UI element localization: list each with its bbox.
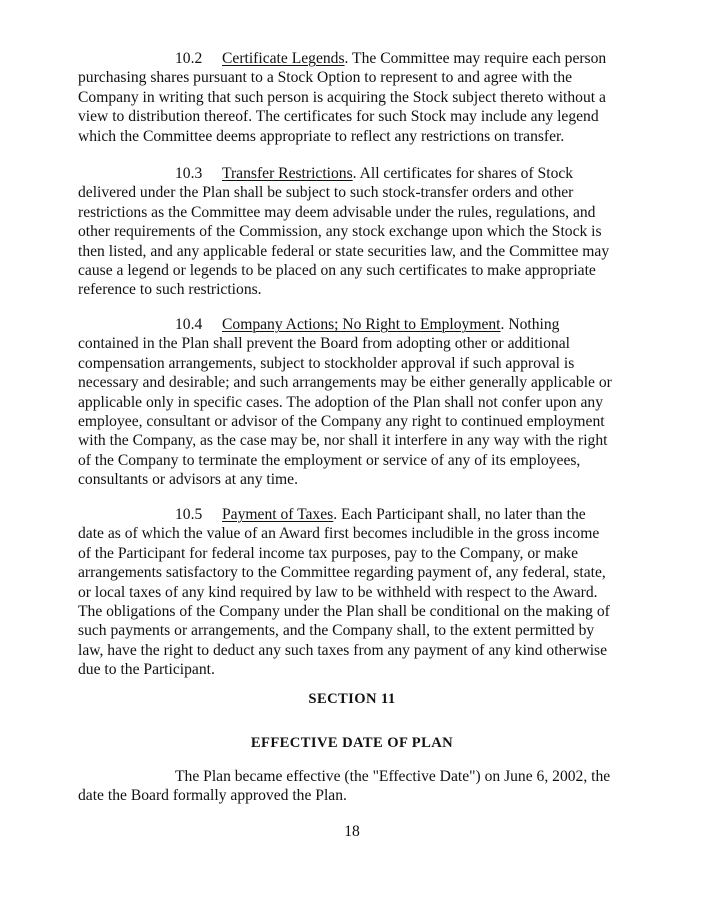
para-line: other requirements of the Commission, any stock exchange upon which the Stock is bbox=[78, 223, 602, 241]
para-line: which the Committee deems appropriate to reflect any restrictions on transfer. bbox=[78, 127, 565, 145]
para-line: compensation arrangements, subject to stockholder approval if such approval is bbox=[78, 354, 575, 372]
section-10-3 bbox=[78, 164, 638, 300]
para-line: restrictions as the Committee may deem advisable under the rules, regulations, and bbox=[78, 203, 596, 221]
section-10-4 bbox=[78, 315, 638, 490]
para-line: law, have the right to deduct any such taxes from any payment of any kind otherwise bbox=[78, 641, 608, 659]
para-line: necessary and desirable; and such arrangements may be either generally applicable or bbox=[78, 374, 612, 392]
para-line: date as of which the value of an Award first becomes includible in the gross income bbox=[78, 525, 600, 543]
para-line: purchasing shares pursuant to a Stock Option to represent to and agree with the bbox=[78, 69, 573, 87]
section-title: Certificate Legends bbox=[222, 50, 345, 67]
para-line: contained in the Plan shall prevent the Board from adopting other or additional bbox=[78, 335, 570, 353]
para-line: of the Participant for federal income tax purposes, pay to the Company, or make bbox=[78, 544, 578, 562]
section-number: 10.5 bbox=[175, 506, 203, 523]
para-line: such payments or arrangements, and the Company shall, to the extent permitted by bbox=[78, 622, 595, 640]
para-line: view to distribution thereof. The certificates for such Stock may include any legend bbox=[78, 108, 599, 126]
para-line: 10.4 Company Actions; No Right to Employment. Nothing bbox=[175, 316, 560, 333]
section-subheading: EFFECTIVE DATE OF PLAN bbox=[250, 735, 454, 751]
para-line: arrangements satisfactory to the Committee regarding payment of, any federal, state, bbox=[78, 564, 606, 582]
para-line: reference to such restrictions. bbox=[78, 281, 262, 299]
section-number: 10.3 bbox=[175, 165, 203, 182]
para-line: The obligations of the Company under the Plan shall be conditional on the making of bbox=[78, 602, 610, 620]
section-title: Transfer Restrictions bbox=[222, 165, 353, 182]
section-11-body bbox=[78, 767, 638, 806]
para-line: then listed, and any applicable federal or state securities law, and the Committee may bbox=[78, 242, 610, 260]
para-line: Company in writing that such person is acquiring the Stock subject thereto without a bbox=[78, 88, 606, 106]
para-line: employee, consultant or advisor of the Company any right to continued employment bbox=[78, 412, 605, 430]
para-line: with the Company, as the case may be, nor shall it interfere in any way with the right bbox=[78, 432, 608, 450]
section-number: 10.2 bbox=[175, 50, 203, 67]
para-line: consultants or advisors at any time. bbox=[78, 471, 299, 489]
section-10-5 bbox=[78, 505, 638, 680]
section-title: Payment of Taxes bbox=[222, 506, 334, 523]
section-title: Company Actions; No Right to Employment bbox=[222, 316, 501, 333]
para-line: or local taxes of any kind required by law to be withheld with respect to the Award. bbox=[78, 583, 598, 601]
para-line: applicable only in specific cases. The adoption of the Plan shall not confer upon any bbox=[78, 393, 603, 411]
para-line: The Plan became effective (the "Effective Date") on June 6, 2002, the bbox=[175, 768, 611, 785]
para-line: cause a legend or legends to be placed on any such certificates to make appropriate bbox=[78, 261, 596, 279]
para-line: delivered under the Plan shall be subject to such stock-transfer orders and other bbox=[78, 184, 574, 202]
para-line: 10.2 Certificate Legends. The Committee may require each person bbox=[175, 50, 607, 67]
para-line: 10.5 Payment of Taxes. Each Participant shall, no later than the bbox=[175, 506, 586, 523]
para-line: due to the Participant. bbox=[78, 661, 215, 679]
section-heading: SECTION 11 bbox=[308, 691, 396, 707]
para-line: date the Board formally approved the Plan. bbox=[78, 787, 347, 805]
para-line: 10.3 Transfer Restrictions. All certificates for shares of Stock bbox=[175, 165, 574, 182]
para-line: of the Company to terminate the employment or service of any of its employees, bbox=[78, 451, 581, 469]
section-number: 10.4 bbox=[175, 316, 203, 333]
section-10-2 bbox=[78, 49, 638, 146]
page-number: 18 bbox=[344, 823, 360, 840]
